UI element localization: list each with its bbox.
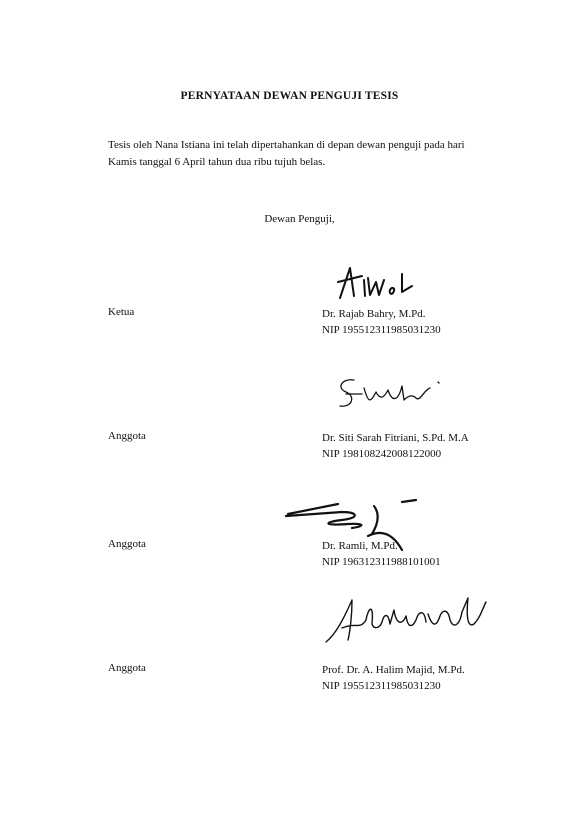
document-title: PERNYATAAN DEWAN PENGUJI TESIS: [180, 90, 399, 102]
signature-member-1: [328, 374, 453, 416]
examiner-name: Dr. Rajab Bahry, M.Pd.: [322, 308, 426, 320]
role-label: Ketua: [108, 306, 135, 318]
role-label: Anggota: [108, 430, 146, 442]
examiner-chair: [322, 306, 441, 338]
examiner-name: Prof. Dr. A. Halim Majid, M.Pd.: [322, 664, 465, 676]
examiner-nip: NIP 195512311985031230: [322, 680, 441, 692]
examiner-member-3: [322, 662, 465, 694]
examiner-nip: NIP 196312311988101001: [322, 556, 441, 568]
examiner-name: Dr. Siti Sarah Fitriani, S.Pd. M.A: [322, 432, 469, 444]
examiner-nip: NIP 198108242008122000: [322, 448, 442, 460]
role-label: Anggota: [108, 662, 146, 674]
statement-line: Kamis tanggal 6 April tahun dua ribu tujuh belas.: [108, 156, 326, 168]
examiner-member-2: [322, 538, 441, 570]
signature-member-3: [322, 594, 492, 650]
statement-paragraph: [108, 137, 508, 171]
statement-line: Tesis oleh Nana Istiana ini telah dipertahankan di depan dewan penguji pada hari: [108, 139, 465, 151]
role-label: Anggota: [108, 538, 146, 550]
examiner-name: Dr. Ramli, M.Pd.: [322, 540, 398, 552]
panel-heading: Dewan Penguji,: [264, 213, 335, 225]
examiner-nip: NIP 195512311985031230: [322, 324, 441, 336]
signature-chair: [332, 262, 432, 304]
examiner-member-1: [322, 430, 469, 462]
